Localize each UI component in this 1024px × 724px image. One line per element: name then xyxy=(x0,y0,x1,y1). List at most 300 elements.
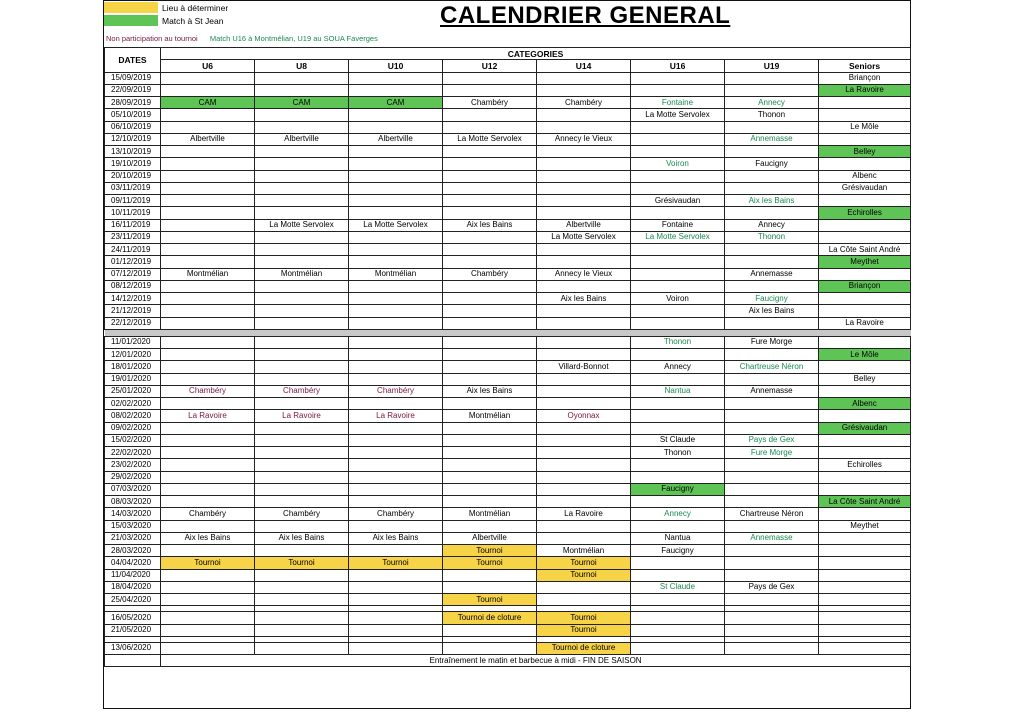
cell-u6 xyxy=(161,146,255,158)
cell-u8 xyxy=(255,459,349,471)
cell-u10 xyxy=(349,422,443,434)
cell-u8 xyxy=(255,612,349,624)
date-cell: 22/02/2020 xyxy=(105,447,161,459)
cell-u16: Fontaine xyxy=(631,97,725,109)
cell-u12 xyxy=(443,642,537,654)
cell-seniors xyxy=(819,361,911,373)
cell-seniors: Albenc xyxy=(819,398,911,410)
cell-u16: Fontaine xyxy=(631,219,725,231)
cell-u6 xyxy=(161,207,255,219)
cell-seniors: Le Môle xyxy=(819,121,911,133)
cell-u10 xyxy=(349,280,443,292)
cell-seniors: Belley xyxy=(819,373,911,385)
cell-u10 xyxy=(349,624,443,636)
date-cell: 24/11/2019 xyxy=(105,244,161,256)
table-row xyxy=(105,459,911,471)
cell-u6 xyxy=(161,305,255,317)
table-row xyxy=(105,219,911,231)
cell-u19 xyxy=(725,410,819,422)
cell-u6 xyxy=(161,336,255,348)
cell-u10: Albertville xyxy=(349,133,443,145)
cell-u8 xyxy=(255,422,349,434)
date-cell: 13/06/2020 xyxy=(105,642,161,654)
table-row xyxy=(105,496,911,508)
cell-u14: Tournoi xyxy=(537,557,631,569)
table-row xyxy=(105,422,911,434)
cell-u14 xyxy=(537,109,631,121)
cell-u16: Thonon xyxy=(631,447,725,459)
cell-u10 xyxy=(349,317,443,329)
cell-u16 xyxy=(631,84,725,96)
cell-u14 xyxy=(537,385,631,397)
cell-u19 xyxy=(725,373,819,385)
cell-u12 xyxy=(443,182,537,194)
date-cell: 10/11/2019 xyxy=(105,207,161,219)
date-cell: 11/01/2020 xyxy=(105,336,161,348)
cell-u14 xyxy=(537,317,631,329)
cell-u12 xyxy=(443,459,537,471)
date-cell: 03/11/2019 xyxy=(105,182,161,194)
date-cell: 15/03/2020 xyxy=(105,520,161,532)
cell-u6 xyxy=(161,195,255,207)
cell-u10 xyxy=(349,207,443,219)
cell-u16: Grésivaudan xyxy=(631,195,725,207)
cell-u10 xyxy=(349,361,443,373)
cell-u6 xyxy=(161,256,255,268)
cell-u14 xyxy=(537,72,631,84)
table-row xyxy=(105,532,911,544)
cell-u10 xyxy=(349,434,443,446)
legend-swatch-green xyxy=(104,15,158,26)
cell-u14 xyxy=(537,170,631,182)
cell-seniors xyxy=(819,109,911,121)
date-cell: 11/04/2020 xyxy=(105,569,161,581)
cell-u14 xyxy=(537,483,631,495)
cell-u14 xyxy=(537,459,631,471)
cell-u14 xyxy=(537,471,631,483)
column-header-u14: U14 xyxy=(537,60,631,72)
table-row xyxy=(105,268,911,280)
cell-u10 xyxy=(349,459,443,471)
cell-u8 xyxy=(255,545,349,557)
cell-u8 xyxy=(255,305,349,317)
cell-seniors xyxy=(819,483,911,495)
legend-item-undetermined xyxy=(104,1,228,14)
cell-u10: Chambéry xyxy=(349,385,443,397)
cell-u14: Tournoi xyxy=(537,624,631,636)
table-row xyxy=(105,398,911,410)
cell-u19 xyxy=(725,612,819,624)
date-cell: 16/11/2019 xyxy=(105,219,161,231)
column-header-u16: U16 xyxy=(631,60,725,72)
cell-u19 xyxy=(725,244,819,256)
cell-u12 xyxy=(443,84,537,96)
cell-u6: Chambéry xyxy=(161,508,255,520)
cell-u6 xyxy=(161,398,255,410)
footer-row xyxy=(105,655,911,667)
table-row xyxy=(105,642,911,654)
column-header-u8: U8 xyxy=(255,60,349,72)
cell-u12 xyxy=(443,280,537,292)
cell-u12 xyxy=(443,317,537,329)
cell-u14: Tournoi xyxy=(537,612,631,624)
cell-u14: Aix les Bains xyxy=(537,293,631,305)
cell-u14 xyxy=(537,305,631,317)
cell-u14 xyxy=(537,280,631,292)
cell-u14 xyxy=(537,434,631,446)
cell-u16 xyxy=(631,459,725,471)
cell-u6 xyxy=(161,496,255,508)
cell-u14 xyxy=(537,496,631,508)
cell-seniors xyxy=(819,581,911,593)
cell-u19 xyxy=(725,84,819,96)
cell-u6 xyxy=(161,317,255,329)
cell-u14 xyxy=(537,195,631,207)
cell-u19 xyxy=(725,557,819,569)
cell-u19 xyxy=(725,496,819,508)
cell-seniors xyxy=(819,434,911,446)
cell-u19: Annemasse xyxy=(725,268,819,280)
cell-u6: Aix les Bains xyxy=(161,532,255,544)
cell-u19 xyxy=(725,170,819,182)
cell-seniors xyxy=(819,158,911,170)
cell-seniors xyxy=(819,612,911,624)
table-row xyxy=(105,447,911,459)
cell-u8 xyxy=(255,244,349,256)
cell-u14 xyxy=(537,373,631,385)
page-title: CALENDRIER GENERAL xyxy=(440,2,731,29)
cell-u14 xyxy=(537,121,631,133)
cell-u12: La Motte Servolex xyxy=(443,133,537,145)
date-cell: 19/10/2019 xyxy=(105,158,161,170)
cell-u6: CAM xyxy=(161,97,255,109)
cell-u10 xyxy=(349,256,443,268)
cell-u6 xyxy=(161,447,255,459)
table-row xyxy=(105,624,911,636)
cell-u10 xyxy=(349,520,443,532)
date-cell: 08/12/2019 xyxy=(105,280,161,292)
cell-u16 xyxy=(631,268,725,280)
cell-seniors: Le Môle xyxy=(819,349,911,361)
cell-u6 xyxy=(161,642,255,654)
cell-seniors: Briançon xyxy=(819,280,911,292)
cell-u10: La Motte Servolex xyxy=(349,219,443,231)
legend-label: Lieu à déterminer xyxy=(162,2,229,13)
table-row xyxy=(105,146,911,158)
cell-u16 xyxy=(631,207,725,219)
date-cell: 19/01/2020 xyxy=(105,373,161,385)
table-row xyxy=(105,410,911,422)
cell-u10 xyxy=(349,581,443,593)
cell-u8 xyxy=(255,496,349,508)
cell-u6 xyxy=(161,349,255,361)
cell-u14: Tournoi xyxy=(537,569,631,581)
cell-u12 xyxy=(443,496,537,508)
cell-u19 xyxy=(725,398,819,410)
cell-u16 xyxy=(631,305,725,317)
cell-seniors: Echirolles xyxy=(819,207,911,219)
cell-u10 xyxy=(349,72,443,84)
cell-u8: CAM xyxy=(255,97,349,109)
cell-u19: Aix les Bains xyxy=(725,305,819,317)
cell-u16 xyxy=(631,557,725,569)
cell-seniors xyxy=(819,305,911,317)
cell-u12 xyxy=(443,231,537,243)
cell-u6: Albertville xyxy=(161,133,255,145)
cell-u14 xyxy=(537,581,631,593)
cell-seniors: Belley xyxy=(819,146,911,158)
cell-u8: Tournoi xyxy=(255,557,349,569)
date-cell: 07/12/2019 xyxy=(105,268,161,280)
cell-u6 xyxy=(161,581,255,593)
cell-u8 xyxy=(255,256,349,268)
cell-u14 xyxy=(537,207,631,219)
table-row xyxy=(105,434,911,446)
table-row xyxy=(105,373,911,385)
date-cell: 08/02/2020 xyxy=(105,410,161,422)
cell-u10 xyxy=(349,109,443,121)
cell-u16 xyxy=(631,520,725,532)
header-categories: CATEGORIES xyxy=(161,48,911,60)
cell-u8: Chambéry xyxy=(255,508,349,520)
date-cell: 15/02/2020 xyxy=(105,434,161,446)
cell-u8 xyxy=(255,182,349,194)
cell-seniors: La Ravoire xyxy=(819,317,911,329)
cell-u6: La Ravoire xyxy=(161,410,255,422)
cell-u10 xyxy=(349,483,443,495)
cell-seniors: Echirolles xyxy=(819,459,911,471)
cell-u19: Chartreuse Néron xyxy=(725,361,819,373)
cell-u6 xyxy=(161,520,255,532)
table-row xyxy=(105,182,911,194)
cell-u12: Tournoi xyxy=(443,545,537,557)
cell-u6 xyxy=(161,624,255,636)
cell-u6: Chambéry xyxy=(161,385,255,397)
cell-u16 xyxy=(631,471,725,483)
cell-u19: Annemasse xyxy=(725,133,819,145)
cell-seniors xyxy=(819,447,911,459)
date-cell: 06/10/2019 xyxy=(105,121,161,133)
cell-u19: Annecy xyxy=(725,219,819,231)
cell-seniors xyxy=(819,97,911,109)
date-cell: 05/10/2019 xyxy=(105,109,161,121)
cell-u19 xyxy=(725,72,819,84)
cell-u10 xyxy=(349,336,443,348)
cell-u10: Tournoi xyxy=(349,557,443,569)
cell-u14 xyxy=(537,182,631,194)
cell-seniors: Meythet xyxy=(819,256,911,268)
date-cell: 13/10/2019 xyxy=(105,146,161,158)
cell-u8 xyxy=(255,483,349,495)
cell-seniors xyxy=(819,642,911,654)
cell-seniors xyxy=(819,624,911,636)
cell-u8 xyxy=(255,349,349,361)
cell-u10 xyxy=(349,158,443,170)
cell-u6 xyxy=(161,109,255,121)
cell-u16: Annecy xyxy=(631,508,725,520)
cell-seniors xyxy=(819,231,911,243)
cell-u16: St Claude xyxy=(631,581,725,593)
cell-u16 xyxy=(631,133,725,145)
cell-u10 xyxy=(349,182,443,194)
cell-seniors xyxy=(819,293,911,305)
cell-u10 xyxy=(349,170,443,182)
date-cell: 25/01/2020 xyxy=(105,385,161,397)
cell-u14: La Motte Servolex xyxy=(537,231,631,243)
cell-u19 xyxy=(725,121,819,133)
cell-u8 xyxy=(255,195,349,207)
cell-u6 xyxy=(161,293,255,305)
cell-u14 xyxy=(537,532,631,544)
cell-u14 xyxy=(537,422,631,434)
cell-u19 xyxy=(725,182,819,194)
cell-u19 xyxy=(725,483,819,495)
cell-seniors: Meythet xyxy=(819,520,911,532)
cell-u14 xyxy=(537,447,631,459)
cell-u10 xyxy=(349,231,443,243)
cell-seniors: Grésivaudan xyxy=(819,422,911,434)
cell-u8 xyxy=(255,317,349,329)
cell-u10 xyxy=(349,146,443,158)
cell-u16: Faucigny xyxy=(631,483,725,495)
cell-u14: Tournoi de cloture xyxy=(537,642,631,654)
cell-u12 xyxy=(443,293,537,305)
cell-u16 xyxy=(631,317,725,329)
cell-u8 xyxy=(255,594,349,606)
table-row xyxy=(105,293,911,305)
cell-u10: CAM xyxy=(349,97,443,109)
cell-u6 xyxy=(161,545,255,557)
cell-u14 xyxy=(537,398,631,410)
cell-u14: Chambéry xyxy=(537,97,631,109)
cell-u6 xyxy=(161,280,255,292)
cell-seniors: La Côte Saint André xyxy=(819,496,911,508)
cell-u10 xyxy=(349,569,443,581)
cell-u16 xyxy=(631,146,725,158)
cell-u8 xyxy=(255,569,349,581)
cell-u19 xyxy=(725,459,819,471)
cell-u8: Montmélian xyxy=(255,268,349,280)
cell-u16 xyxy=(631,410,725,422)
cell-u16 xyxy=(631,496,725,508)
cell-u12 xyxy=(443,520,537,532)
cell-u6 xyxy=(161,361,255,373)
cell-u19: Chartreuse Néron xyxy=(725,508,819,520)
cell-u19 xyxy=(725,146,819,158)
cell-u19 xyxy=(725,256,819,268)
cell-u6 xyxy=(161,170,255,182)
cell-u19 xyxy=(725,545,819,557)
cell-u19: Pays de Gex xyxy=(725,581,819,593)
table-row xyxy=(105,317,911,329)
cell-u8 xyxy=(255,447,349,459)
date-cell: 20/10/2019 xyxy=(105,170,161,182)
table-row xyxy=(105,336,911,348)
cell-u16 xyxy=(631,72,725,84)
cell-seniors xyxy=(819,385,911,397)
cell-u14 xyxy=(537,520,631,532)
cell-u19: Faucigny xyxy=(725,158,819,170)
cell-u12 xyxy=(443,483,537,495)
period-separator xyxy=(105,329,911,336)
cell-seniors xyxy=(819,545,911,557)
date-cell: 22/12/2019 xyxy=(105,317,161,329)
cell-u19 xyxy=(725,349,819,361)
calendar-table xyxy=(104,47,911,667)
cell-u10 xyxy=(349,84,443,96)
cell-u12 xyxy=(443,244,537,256)
cell-u19 xyxy=(725,642,819,654)
date-cell: 22/09/2019 xyxy=(105,84,161,96)
table-row xyxy=(105,244,911,256)
cell-u19 xyxy=(725,422,819,434)
cell-u12 xyxy=(443,581,537,593)
cell-u12 xyxy=(443,72,537,84)
cell-u19 xyxy=(725,594,819,606)
date-cell: 21/12/2019 xyxy=(105,305,161,317)
date-cell: 08/03/2020 xyxy=(105,496,161,508)
cell-seniors xyxy=(819,268,911,280)
date-cell: 15/09/2019 xyxy=(105,72,161,84)
cell-u16 xyxy=(631,280,725,292)
cell-u12: Chambéry xyxy=(443,268,537,280)
cell-u8: Chambéry xyxy=(255,385,349,397)
cell-u6 xyxy=(161,373,255,385)
cell-u8 xyxy=(255,109,349,121)
cell-u8 xyxy=(255,336,349,348)
cell-u14 xyxy=(537,336,631,348)
table-row xyxy=(105,612,911,624)
note-nonparticipation: Non participation au tournoi xyxy=(106,34,198,43)
cell-u16: La Motte Servolex xyxy=(631,231,725,243)
cell-u6 xyxy=(161,182,255,194)
cell-u6 xyxy=(161,219,255,231)
date-cell: 21/05/2020 xyxy=(105,624,161,636)
cell-u10 xyxy=(349,373,443,385)
cell-u19: Annemasse xyxy=(725,385,819,397)
legend-item-st-jean xyxy=(104,14,223,27)
table-row xyxy=(105,207,911,219)
table-row xyxy=(105,305,911,317)
cell-seniors xyxy=(819,532,911,544)
legend-swatch-yellow xyxy=(104,2,158,13)
cell-u10 xyxy=(349,293,443,305)
cell-u14: Annecy le Vieux xyxy=(537,268,631,280)
table-row xyxy=(105,483,911,495)
table-row xyxy=(105,109,911,121)
table-row xyxy=(105,349,911,361)
cell-u12 xyxy=(443,398,537,410)
date-cell: 23/11/2019 xyxy=(105,231,161,243)
cell-u6 xyxy=(161,231,255,243)
cell-u16: Nantua xyxy=(631,532,725,544)
cell-u10 xyxy=(349,612,443,624)
cell-u12 xyxy=(443,349,537,361)
cell-u12 xyxy=(443,305,537,317)
cell-u16 xyxy=(631,398,725,410)
cell-u14: La Ravoire xyxy=(537,508,631,520)
date-cell: 01/12/2019 xyxy=(105,256,161,268)
cell-u14 xyxy=(537,256,631,268)
column-header-u19: U19 xyxy=(725,60,819,72)
column-header-u6: U6 xyxy=(161,60,255,72)
table-row xyxy=(105,84,911,96)
cell-u19: Annecy xyxy=(725,97,819,109)
cell-u10 xyxy=(349,349,443,361)
cell-u12: Montmélian xyxy=(443,508,537,520)
cell-u12 xyxy=(443,170,537,182)
header-dates: DATES xyxy=(105,48,161,73)
